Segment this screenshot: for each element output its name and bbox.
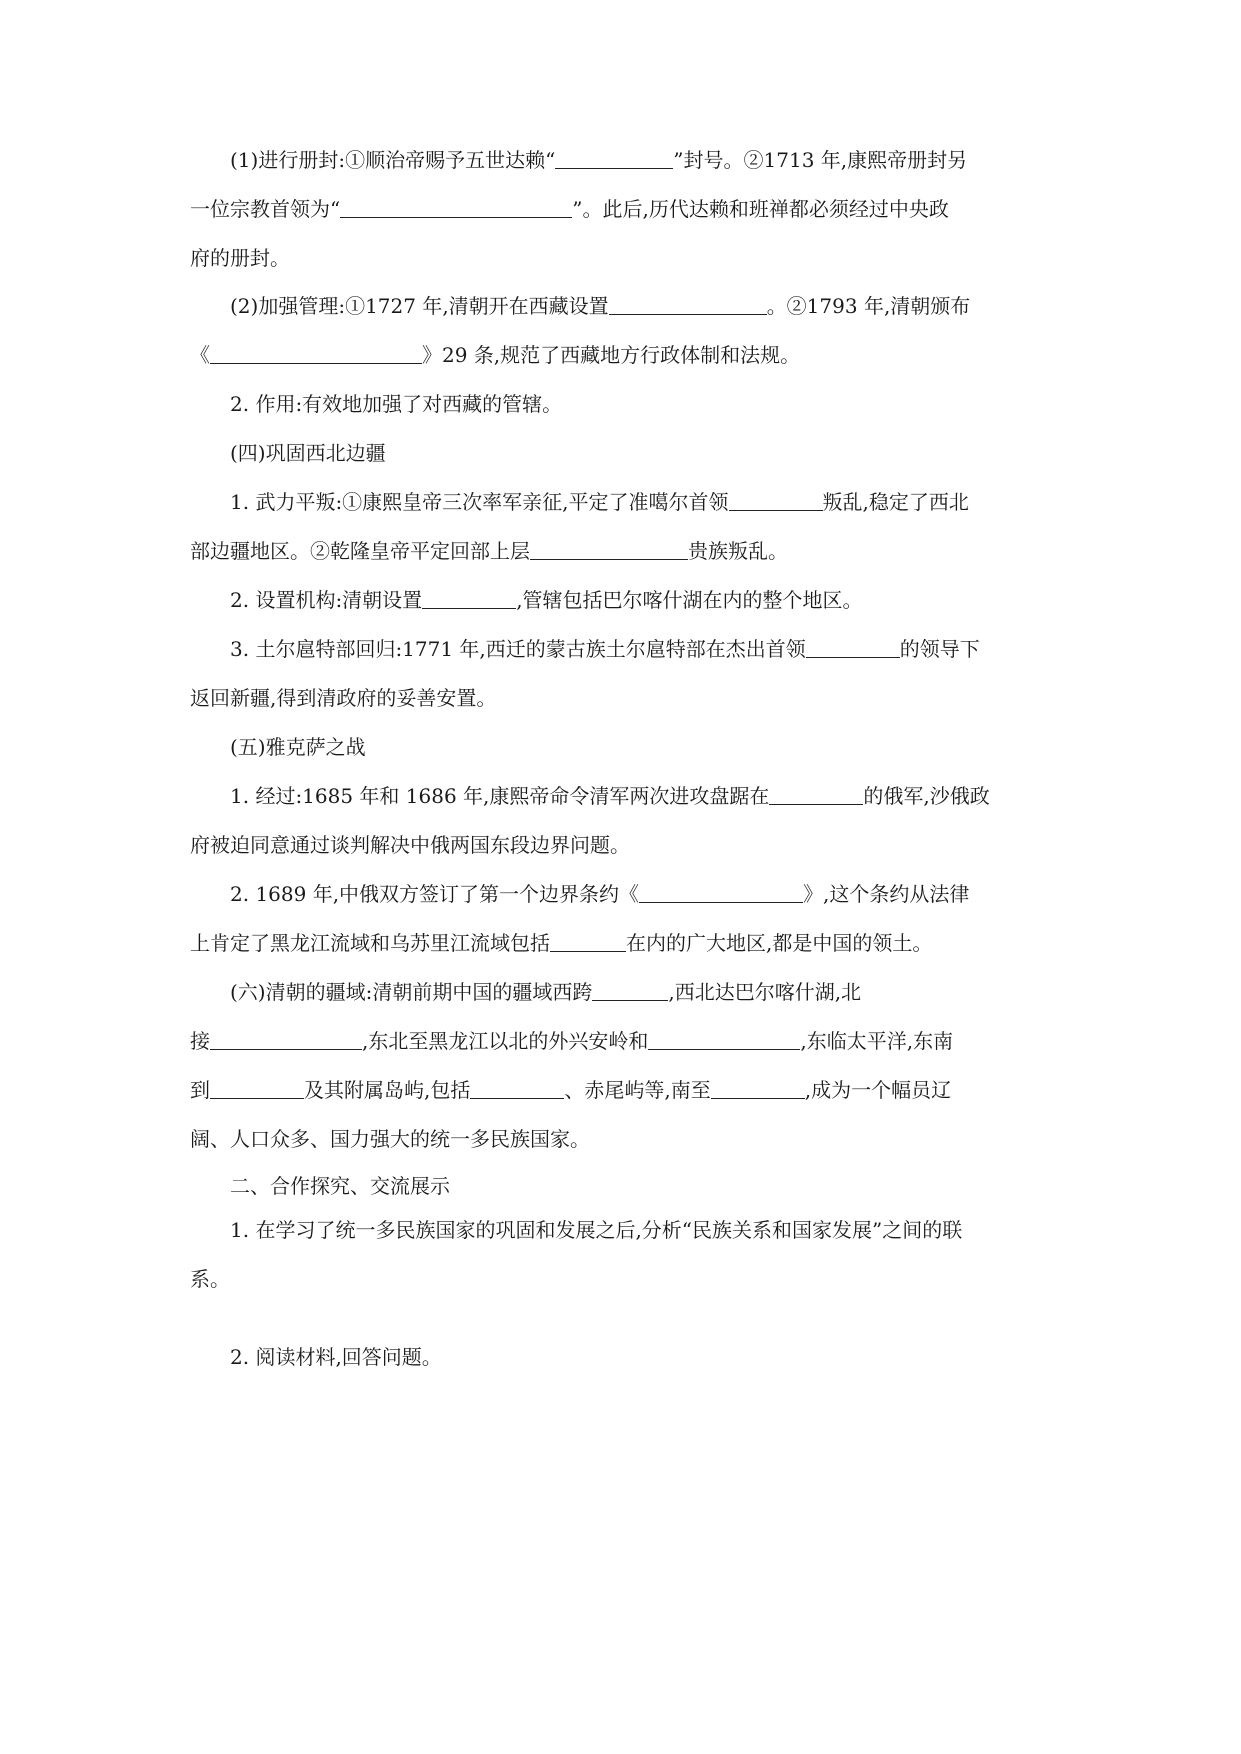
fill-blank[interactable] [210,343,422,364]
text-line: 1. 经过:1685 年和 1686 年,康熙帝命令清军两次进攻盘踞在 的俄军,沙俄政 [230,784,990,808]
text-line: 府的册封。 [190,246,290,270]
fill-blank[interactable] [609,294,767,315]
fill-blank[interactable] [769,784,863,805]
fill-blank[interactable] [639,882,803,903]
text-line: (2)加强管理:①1727 年,清朝开在西藏设置 。②1793 年,清朝颁布 [230,294,971,318]
section-heading: (四)巩固西北边疆 [230,441,386,465]
fill-blank[interactable] [648,1029,800,1050]
text-line: (1)进行册封:①顺治帝赐予五世达赖“ ”封号。②1713 年,康熙帝册封另 [230,148,968,172]
section-heading: 二、合作探究、交流展示 [230,1174,450,1198]
fill-blank[interactable] [806,637,900,658]
fill-blank[interactable] [422,588,516,609]
fill-blank[interactable] [530,539,688,560]
fill-blank[interactable] [729,490,823,511]
text-line: 2. 设置机构:清朝设置 ,管辖包括巴尔喀什湖在内的整个地区。 [230,588,863,612]
text-line: 返回新疆,得到清政府的妥善安置。 [190,686,497,710]
text-line: 1. 在学习了统一多民族国家的巩固和发展之后,分析“民族关系和国家发展”之间的联 [230,1218,963,1242]
text-line: 府被迫同意通过谈判解决中俄两国东段边界问题。 [190,833,630,857]
text-line: 阔、人口众多、国力强大的统一多民族国家。 [190,1127,590,1151]
text-line: 《 》29 条,规范了西藏地方行政体制和法规。 [190,343,801,367]
text-line: 到 及其附属岛屿,包括 、赤尾屿等,南至 ,成为一个幅员辽 [190,1078,952,1102]
text-line: 3. 土尔扈特部回归:1771 年,西迁的蒙古族土尔扈特部在杰出首领 的领导下 [230,637,980,661]
fill-blank[interactable] [210,1029,362,1050]
text-line: 系。 [190,1267,230,1291]
text-line: 一位宗教首领为“ ”。此后,历代达赖和班禅都必须经过中央政 [190,197,949,221]
text-line: 2. 1689 年,中俄双方签订了第一个边界条约《 》,这个条约从法律 [230,882,970,906]
fill-blank[interactable] [210,1078,304,1099]
fill-blank[interactable] [592,980,668,1001]
text-line: 2. 作用:有效地加强了对西藏的管辖。 [230,392,563,416]
section-heading: (五)雅克萨之战 [230,735,366,759]
fill-blank[interactable] [340,197,572,218]
fill-blank[interactable] [555,148,673,169]
text-line: 部边疆地区。②乾隆皇帝平定回部上层 贵族叛乱。 [190,539,788,563]
fill-blank[interactable] [711,1078,805,1099]
text-line: 接 ,东北至黑龙江以北的外兴安岭和 ,东临太平洋,东南 [190,1029,954,1053]
text-line: 1. 武力平叛:①康熙皇帝三次率军亲征,平定了准噶尔首领 叛乱,稳定了西北 [230,490,969,514]
text-line: 上肯定了黑龙江流域和乌苏里江流域包括 在内的广大地区,都是中国的领土。 [190,931,933,955]
text-line: 2. 阅读材料,回答问题。 [230,1345,442,1369]
fill-blank[interactable] [470,1078,564,1099]
fill-blank[interactable] [550,931,626,952]
text-line: (六)清朝的疆域:清朝前期中国的疆域西跨 ,西北达巴尔喀什湖,北 [230,980,862,1004]
